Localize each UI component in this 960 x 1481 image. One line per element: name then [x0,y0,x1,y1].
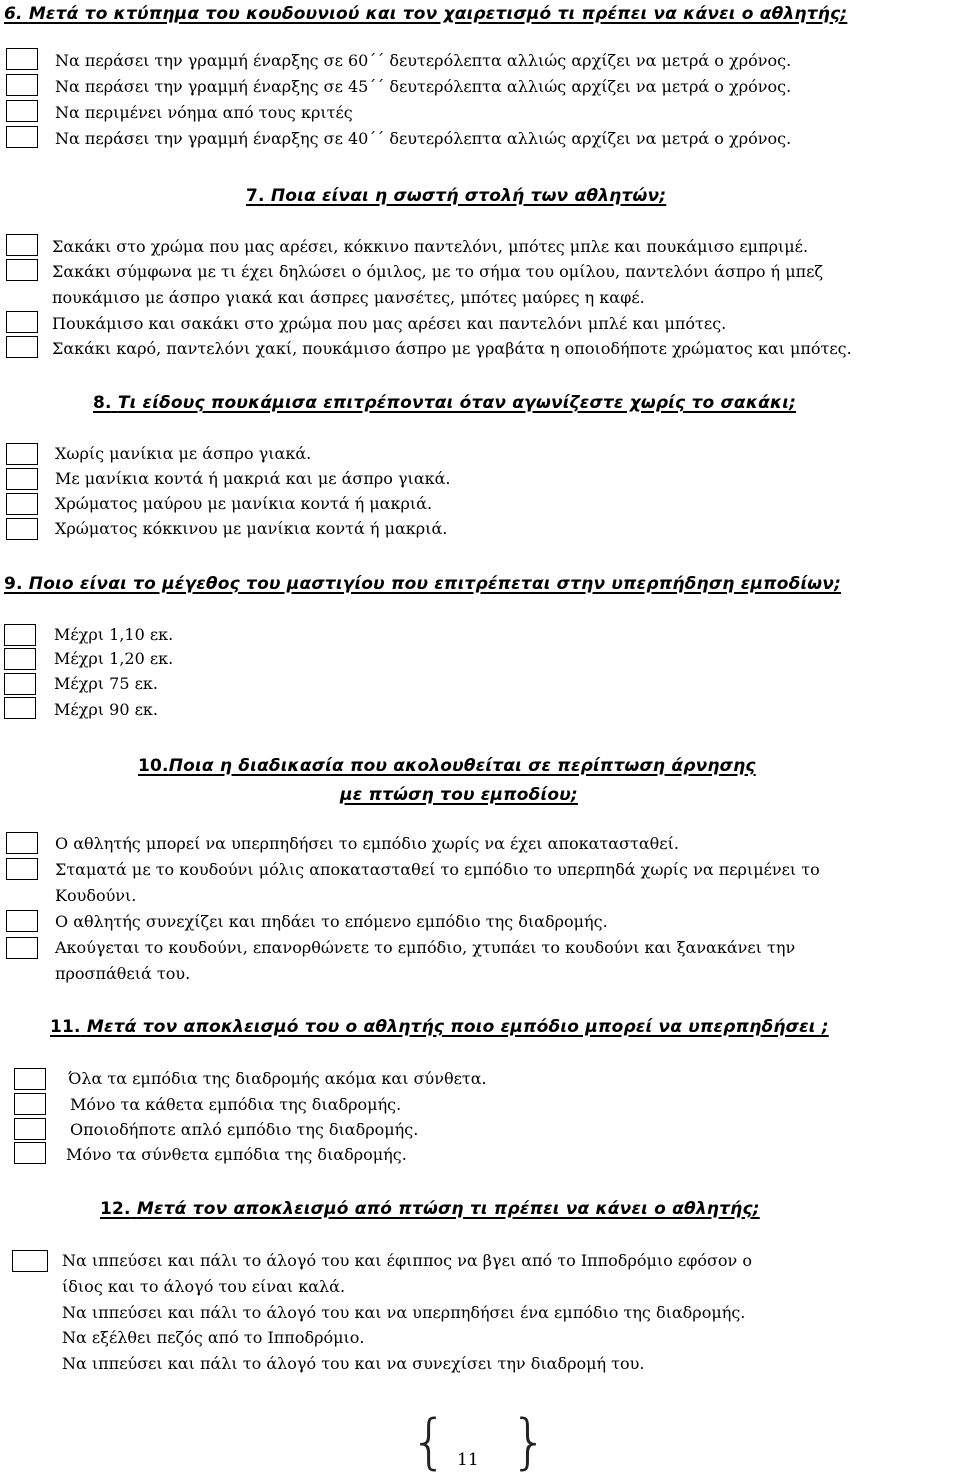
answer-checkbox[interactable] [6,48,38,70]
question-6-title [4,4,847,24]
question-7-title [246,186,666,206]
answer-option: Οποιοδήποτε απλό εμπόδιο της διαδρομής. [70,1120,419,1139]
question-text: Ποιο είναι το μέγεθος του μαστιγίου που επιτρέπεται στην υπερπήδηση εμποδίων; [22,574,842,594]
answer-checkbox[interactable] [6,234,38,256]
answer-checkbox[interactable] [14,1118,46,1140]
answer-option: Να ιππεύσει και πάλι το άλογό του και να συνεχίσει την διαδρομή του. [62,1354,645,1373]
answer-option: Μέχρι 1,20 εκ. [54,649,174,668]
question-text: Ποια η διαδικασία που ακολουθείται σε περίπτωση άρνησης [168,756,756,776]
answer-checkbox[interactable] [6,311,38,333]
answer-option: Χωρίς μανίκια με άσπρο γιακά. [55,444,312,463]
answer-checkbox[interactable] [6,937,38,959]
question-number: 6. [4,4,23,24]
answer-option: Σακάκι στο χρώμα που μας αρέσει, κόκκινο παντελόνι, μπότες μπλε και πουκάμισο εμπριμέ. [52,237,809,256]
question-11-title [50,1017,829,1037]
answer-checkbox[interactable] [4,673,36,695]
answer-checkbox[interactable] [14,1142,46,1164]
answer-checkbox[interactable] [6,74,38,96]
answer-checkbox[interactable] [4,697,36,719]
answer-option: Να περιμένει νόημα από τους κριτές [55,103,353,122]
answer-checkbox[interactable] [4,648,36,670]
question-number: 12. [100,1199,131,1219]
answer-option: Με μανίκια κοντά ή μακριά και με άσπρο γιακά. [55,469,451,488]
answer-option-continuation: πουκάμισο με άσπρο γιακά και άσπρες μανσέτες, μπότες μαύρες η καφέ. [52,288,645,307]
answer-checkbox[interactable] [6,518,38,540]
question-12-title [100,1199,760,1219]
answer-option: Να ιππεύσει και πάλι το άλογό του και να υπερπηδήσει ένα εμπόδιο της διαδρομής. [62,1303,746,1322]
answer-checkbox[interactable] [4,624,36,646]
question-text: Μετά τον αποκλεισμό του ο αθλητής ποιο εμπόδιο μπορεί να υπερπηδήσει ; [86,1017,829,1037]
answer-checkbox[interactable] [14,1068,46,1090]
question-8-title [93,393,796,413]
question-text: Μετά τον αποκλεισμό από πτώση τι πρέπει να κάνει ο αθλητής; [136,1199,760,1219]
answer-checkbox[interactable] [6,443,38,465]
question-number: 9. [4,574,23,594]
answer-option-continuation: προσπάθειά του. [55,964,191,983]
answer-checkbox[interactable] [6,468,38,490]
answer-option-continuation: ίδιος και το άλογό του είναι καλά. [62,1277,346,1296]
question-text: Μετά το κτύπημα του κουδουνιού και τον χαιρετισμό τι πρέπει να κάνει ο αθλητής; [28,4,848,24]
answer-option: Μόνο τα κάθετα εμπόδια της διαδρομής. [70,1095,402,1114]
answer-checkbox[interactable] [6,336,38,358]
answer-option: Ο αθλητής συνεχίζει και πηδάει το επόμενο εμπόδιο της διαδρομής. [55,912,608,931]
answer-option: Να περάσει την γραμμή έναρξης σε 45΄΄ δευτερόλεπτα αλλιώς αρχίζει να μετρά ο χρόνος. [55,77,792,96]
answer-option: Να ιππεύσει και πάλι το άλογό του και έφιππος να βγει από το Ιπποδρόμιο εφόσον ο [62,1251,752,1270]
question-number: 10. [138,756,169,776]
answer-option: Ο αθλητής μπορεί να υπερπηδήσει το εμπόδιο χωρίς να έχει αποκατασταθεί. [55,834,679,853]
answer-checkbox[interactable] [6,259,38,281]
answer-checkbox[interactable] [6,100,38,122]
question-text: Ποια είναι η σωστή στολή των αθλητών; [270,186,667,206]
answer-option: Χρώματος κόκκινου με μανίκια κοντά ή μακριά. [55,519,448,538]
answer-option: Όλα τα εμπόδια της διαδρομής ακόμα και σύνθετα. [68,1069,487,1088]
answer-option: Να εξέλθει πεζός από το Ιπποδρόμιο. [62,1328,365,1347]
answer-checkbox[interactable] [6,858,38,880]
answer-option: Ακούγεται το κουδούνι, επανορθώνετε το εμπόδιο, χτυπάει το κουδούνι και ξανακάνει την [55,938,796,957]
question-number: 8. [93,393,112,413]
page-number: 11 [457,1450,479,1470]
question-number: 11. [50,1017,81,1037]
answer-checkbox[interactable] [12,1250,48,1272]
answer-option: Μόνο τα σύνθετα εμπόδια της διαδρομής. [66,1145,407,1164]
answer-option: Μέχρι 1,10 εκ. [54,625,174,644]
answer-checkbox[interactable] [6,832,38,854]
answer-option: Χρώματος μαύρου με μανίκια κοντά ή μακριά. [55,494,433,513]
question-10-title-line2: με πτώση του εμποδίου; [340,785,578,805]
answer-option: Πουκάμισο και σακάκι στο χρώμα που μας αρέσει και παντελόνι μπλέ και μπότες. [52,314,727,333]
answer-option: Να περάσει την γραμμή έναρξης σε 40΄΄ δευτερόλεπτα αλλιώς αρχίζει να μετρά ο χρόνος. [55,129,792,148]
question-10-title [138,756,756,776]
answer-option: Σακάκι καρό, παντελόνι χακί, πουκάμισο άσπρο με γραβάτα η οποιοδήποτε χρώματος και μπότες. [52,339,852,358]
question-text: Τι είδους πουκάμισα επιτρέπονται όταν αγωνίζεστε χωρίς το σακάκι; [117,393,797,413]
left-brace-decoration: { [410,1407,449,1477]
answer-option: Να περάσει την γραμμή έναρξης σε 60΄΄ δευτερόλεπτα αλλιώς αρχίζει να μετρά ο χρόνος. [55,51,792,70]
answer-option: Σταματά με το κουδούνι μόλις αποκατασταθεί το εμπόδιο το υπερπηδά χωρίς να περιμένει το [55,860,820,879]
answer-option: Μέχρι 75 εκ. [54,674,158,693]
answer-checkbox[interactable] [6,126,38,148]
answer-option: Σακάκι σύμφωνα με τι έχει δηλώσει ο όμιλος, με το σήμα του ομίλου, παντελόνι άσπρο ή μπεζ [52,262,824,281]
question-number: 7. [246,186,265,206]
question-9-title [4,574,841,594]
answer-checkbox[interactable] [6,910,38,932]
answer-option: Μέχρι 90 εκ. [54,700,158,719]
answer-option-continuation: Κουδούνι. [55,886,137,905]
answer-checkbox[interactable] [6,493,38,515]
answer-checkbox[interactable] [14,1093,46,1115]
right-brace-decoration: } [510,1407,549,1477]
